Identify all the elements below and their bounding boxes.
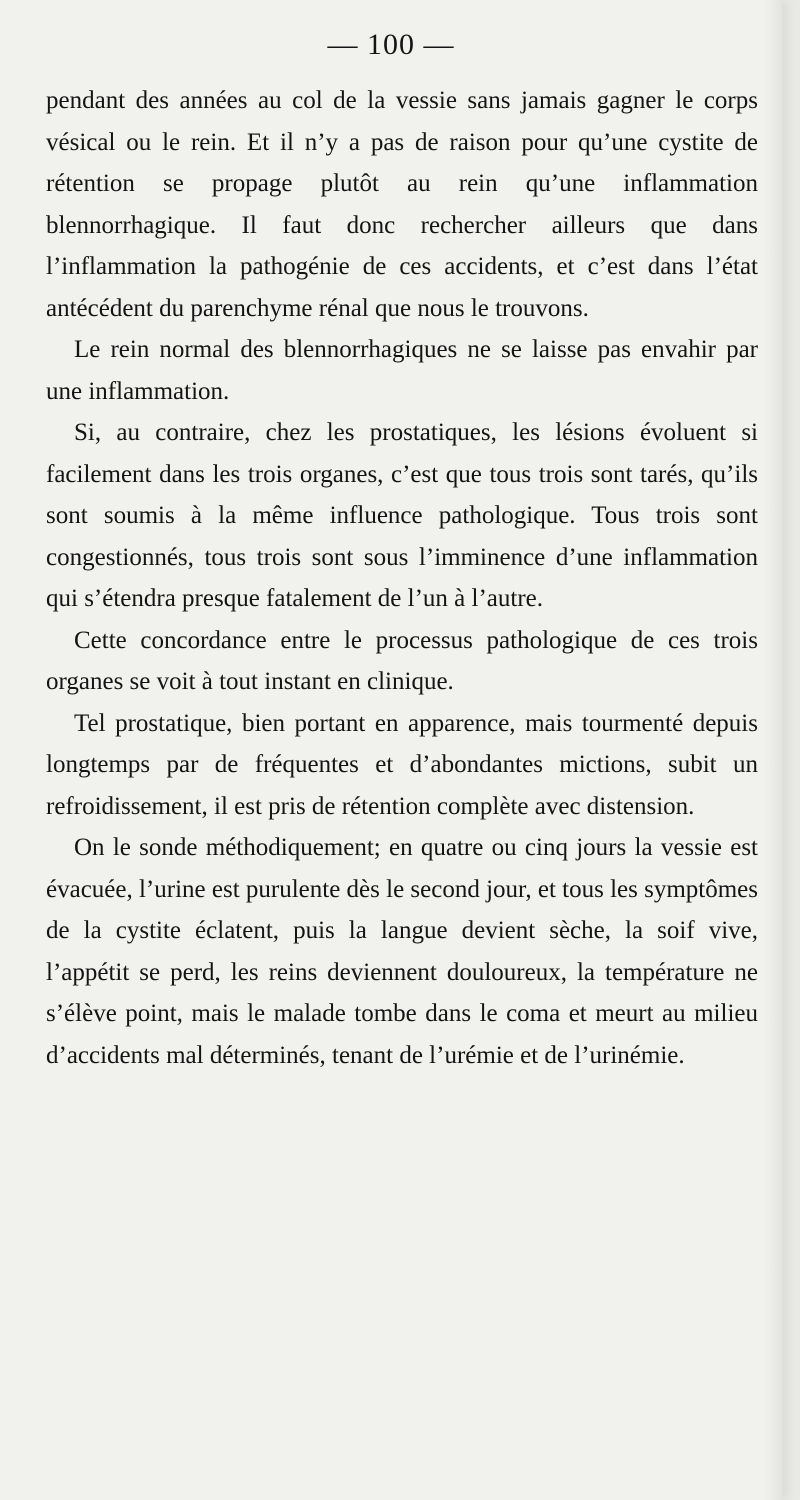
- paragraph: Tel prostatique, bien portant en apparence, mais tourmenté depuis longtemps par de fréquentes et d’abondantes mictions, subit un refroidissement, il est pris de rétention complète avec distension.: [46, 709, 758, 820]
- paragraph: Le rein normal des blennorrhagiques ne se laisse pas envahir par une inflammation.: [46, 336, 758, 405]
- paragraph: On le sonde méthodiquement; en quatre ou cinq jours la vessie est évacuée, l’urine est purulente dès le second jour, et tous les symptômes de la cystite éclatent, puis la langue devient sèche, la soif vive, l’appétit se perd, les reins deviennent douloureux, la température ne s’élève point, mais le malade tombe dans le coma et meurt au milieu d’accidents mal déterminés, tenant de l’urémie et de l’urinémie.: [46, 834, 758, 1069]
- paragraph: pendant des années au col de la vessie sans jamais gagner le corps vésical ou le rein. Et il n’y a pas de raison pour qu’une cystite de rétention se propage plutôt au rein qu’une inflammation blennorrhagique. Il faut donc rechercher ailleurs que dans l’inflammation la pathogénie de ces accidents, et c’est dans l’état antécédent du parenchyme rénal que nous le trouvons.: [46, 87, 758, 322]
- paragraph: Si, au contraire, chez les prostatiques, les lésions évoluent si facilement dans les trois organes, c’est que tous trois sont tarés, qu’ils sont soumis à la même influence pathologique. Tous trois sont congestionnés, tous trois sont sous l’imminence d’une inflammation qui s’étendra presque fatalement de l’un à l’autre.: [46, 419, 758, 612]
- paragraph: Cette concordance entre le processus pathologique de ces trois organes se voit à tout instant en clinique.: [46, 626, 758, 695]
- page-body: [46, 80, 758, 1076]
- page-number: — 100 —: [327, 28, 455, 61]
